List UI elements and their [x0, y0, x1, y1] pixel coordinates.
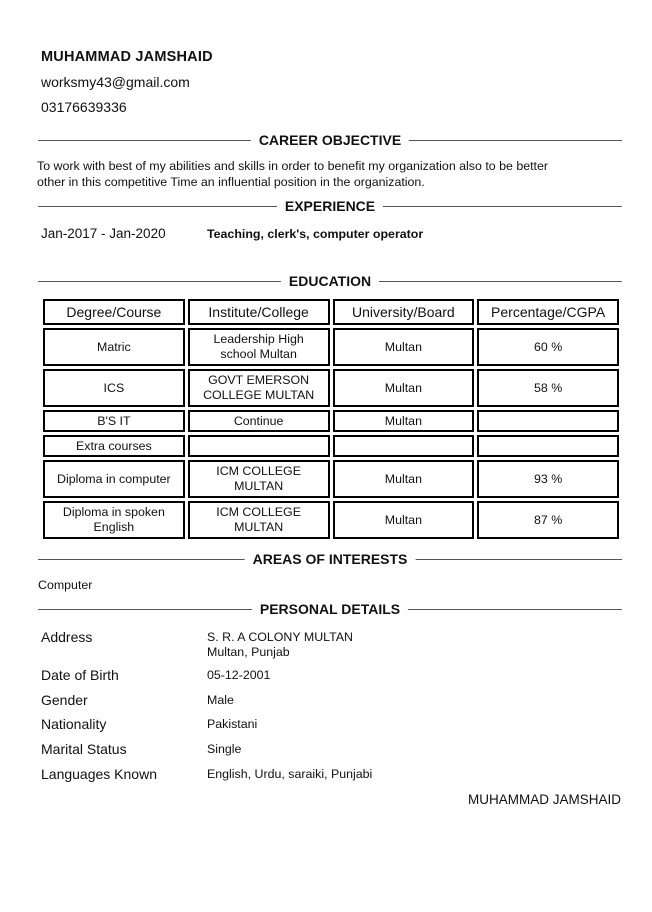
percentage-cell: [477, 435, 619, 457]
career-objective-heading: [38, 132, 622, 148]
percentage-cell: 87 %: [477, 501, 619, 539]
degree-cell: ICS: [43, 369, 185, 407]
percentage-cell: 58 %: [477, 369, 619, 407]
header-institute: Institute/College: [188, 299, 330, 325]
institute-line: ICM COLLEGE: [216, 464, 301, 478]
institute-cell: [188, 369, 330, 407]
board-cell: Multan: [333, 328, 475, 366]
education-table: [40, 296, 622, 542]
percentage-cell: 60 %: [477, 328, 619, 366]
table-row: [43, 460, 619, 498]
institute-line: MULTAN: [234, 520, 284, 534]
education-heading: [38, 273, 622, 289]
degree-cell: Extra courses: [43, 435, 185, 457]
degree-cell: [43, 501, 185, 539]
experience-dates: Jan-2017 - Jan-2020: [41, 226, 166, 241]
board-cell: Multan: [333, 369, 475, 407]
degree-cell: Matric: [43, 328, 185, 366]
institute-cell: [188, 460, 330, 498]
dob-value: 05-12-2001: [207, 668, 271, 682]
percentage-cell: [477, 410, 619, 432]
institute-cell: [188, 435, 330, 457]
institute-line: ICM COLLEGE: [216, 505, 301, 519]
objective-line: other in this competitive Time an influential position in the organization.: [37, 175, 425, 189]
address-line: S. R. A COLONY MULTAN: [207, 630, 353, 644]
degree-cell: B'S IT: [43, 410, 185, 432]
signature-name: MUHAMMAD JAMSHAID: [467, 792, 621, 807]
institute-line: Leadership High: [213, 332, 304, 346]
career-objective-text: [37, 158, 627, 190]
phone-number: 03176639336: [41, 99, 127, 115]
table-row: [43, 501, 619, 539]
experience-role: Teaching, clerk's, computer operator: [207, 227, 424, 241]
table-row: [43, 435, 619, 457]
section-title: PERSONAL DETAILS: [252, 601, 408, 617]
interests-heading: [38, 551, 622, 567]
institute-line: school Multan: [220, 347, 297, 361]
table-header-row: [43, 299, 619, 325]
nationality-value: Pakistani: [207, 717, 258, 731]
dob-label: Date of Birth: [41, 667, 119, 683]
institute-line: MULTAN: [234, 479, 284, 493]
gender-label: Gender: [41, 692, 88, 708]
institute-cell: [188, 501, 330, 539]
percentage-cell: 93 %: [477, 460, 619, 498]
objective-line: To work with best of my abilities and skills in order to benefit my organization also to be better: [37, 159, 549, 173]
marital-status-value: Single: [207, 742, 242, 756]
personal-details-heading: [38, 601, 622, 617]
languages-label: Languages Known: [41, 766, 157, 782]
address-line: Multan, Punjab: [207, 645, 290, 659]
table-row: [43, 410, 619, 432]
board-cell: Multan: [333, 410, 475, 432]
section-title: CAREER OBJECTIVE: [251, 132, 409, 148]
board-cell: [333, 435, 475, 457]
section-title: AREAS OF INTERESTS: [245, 551, 416, 567]
header-university: University/Board: [333, 299, 475, 325]
institute-line: GOVT EMERSON: [208, 373, 310, 387]
board-cell: Multan: [333, 460, 475, 498]
degree-line: English: [93, 520, 135, 534]
interest-item: Computer: [38, 578, 93, 592]
nationality-label: Nationality: [41, 716, 107, 732]
address-value: [207, 630, 353, 660]
institute-cell: [188, 328, 330, 366]
header-percentage: Percentage/CGPA: [477, 299, 619, 325]
section-title: EXPERIENCE: [277, 198, 383, 214]
institute-line: COLLEGE MULTAN: [203, 388, 315, 402]
email-address: worksmy43@gmail.com: [41, 74, 190, 90]
institute-cell: Continue: [188, 410, 330, 432]
board-cell: Multan: [333, 501, 475, 539]
applicant-name: MUHAMMAD JAMSHAID: [41, 49, 213, 65]
table-row: [43, 369, 619, 407]
header-degree: Degree/Course: [43, 299, 185, 325]
section-title: EDUCATION: [281, 273, 379, 289]
degree-cell: Diploma in computer: [43, 460, 185, 498]
experience-heading: [38, 198, 622, 214]
gender-value: Male: [207, 693, 234, 707]
marital-status-label: Marital Status: [41, 741, 127, 757]
degree-line: Diploma in spoken: [62, 505, 165, 519]
table-row: [43, 328, 619, 366]
address-label: Address: [41, 629, 93, 645]
languages-value: English, Urdu, saraiki, Punjabi: [207, 767, 373, 781]
